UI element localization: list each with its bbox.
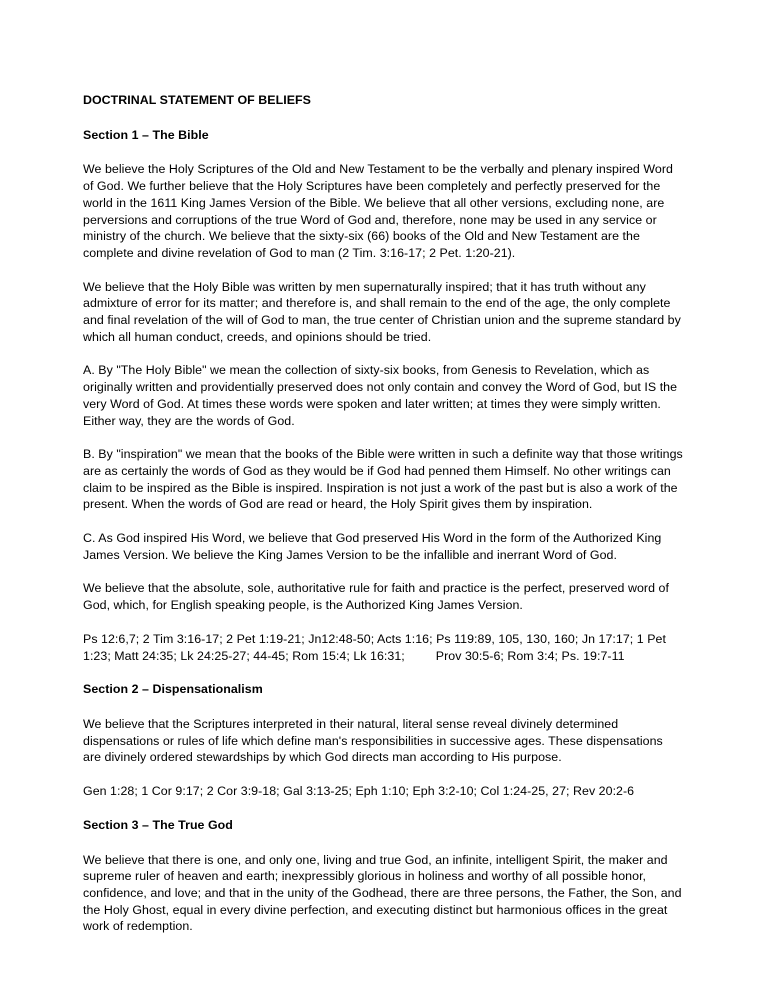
section-1-references-part-1: Ps 12:6,7; 2 Tim 3:16-17; 2 Pet 1:19-21; Jn12:48-50; Acts 1:16; Ps 119:89, 105, 130, 160; Jn 17:17; 1 Pet 1:23; Matt 24:35; Lk 24:25-27; 44-45; Rom 15:4; Lk 16:31; xyxy=(83,631,666,663)
section-2-paragraph-1: We believe that the Scriptures interpreted in their natural, literal sense reveal divinely determined dispensations or rules of life which define man's responsibilities in successive ages. These dispensations are divinely ordered stewardships by which God directs man according to His purpose. xyxy=(83,716,663,765)
section-3-paragraph-1: We believe that there is one, and only one, living and true God, an infinite, intelligent Spirit, the maker and supreme ruler of heaven and earth; inexpressibly glorious in holiness and worthy of all possible honor, confidence, and love; and that in the unity of the Godhead, there are three persons, the Father, the Son, and the Holy Ghost, equal in every divine perfection, and executing distinct but harmonious offices in the great work of redemption. xyxy=(83,852,682,934)
section-1-references xyxy=(83,631,684,664)
section-3-heading: Section 3 – The True God xyxy=(83,817,233,832)
section-1-paragraph-a: A. By "The Holy Bible" we mean the collection of sixty-six books, from Genesis to Revelation, which as originally written and providentially preserved does not only contain and convey the Word of God, but IS the very Word of God. At times these words were spoken and later written; at times they were simply written. Either way, they are the words of God. xyxy=(83,363,678,428)
section-1-references-part-2: Prov 30:5-6; Rom 3:4; Ps. 19:7-11 xyxy=(435,648,625,663)
section-2-heading: Section 2 – Dispensationalism xyxy=(83,682,263,697)
section-2-references: Gen 1:28; 1 Cor 9:17; 2 Cor 3:9-18; Gal 3:13-25; Eph 1:10; Eph 3:2-10; Col 1:24-25, 27; Rev 20:2-6 xyxy=(83,784,635,799)
section-1-paragraph-c: C. As God inspired His Word, we believe that God preserved His Word in the form of the Authorized King James Version. We believe the King James Version to be the infallible and inerrant Word of God. xyxy=(83,531,662,562)
document-title: DOCTRINAL STATEMENT OF BELIEFS xyxy=(83,93,311,107)
section-1-paragraph-2: We believe that the Holy Bible was written by men supernaturally inspired; that it has truth without any admixture of error for its matter; and therefore is, and shall remain to the end of the age, the only complete and final revelation of the will of God to man, the true center of Christian union and the supreme standard by which all human conduct, creeds, and opinions should be tried. xyxy=(83,279,681,344)
section-1-heading: Section 1 – The Bible xyxy=(83,127,209,142)
section-1-paragraph-1: We believe the Holy Scriptures of the Old and New Testament to be the verbally and plenary inspired Word of God. We further believe that the Holy Scriptures have been completely and perfectly preserved for the world in the 1611 King James Version of the Bible. We believe that all other versions, excluding none, are perversions and corruptions of the true Word of God and, therefore, none may be used in any service or ministry of the church. We believe that the sixty-six (66) books of the Old and New Testament are the complete and divine revelation of God to man (2 Tim. 3:16-17; 2 Pet. 1:20-21). xyxy=(83,162,673,260)
section-1-paragraph-b: B. By "inspiration" we mean that the books of the Bible were written in such a definite way that those writings are as certainly the words of God as they would be if God had penned them Himself. No other writings can claim to be inspired as the Bible is inspired. Inspiration is not just a work of the past but is also a work of the present. When the words of God are read or heard, the Holy Spirit gives them by inspiration. xyxy=(83,447,683,512)
section-1-paragraph-rule: We believe that the absolute, sole, authoritative rule for faith and practice is the perfect, preserved word of God, which, for English speaking people, is the Authorized King James Version. xyxy=(83,581,669,613)
